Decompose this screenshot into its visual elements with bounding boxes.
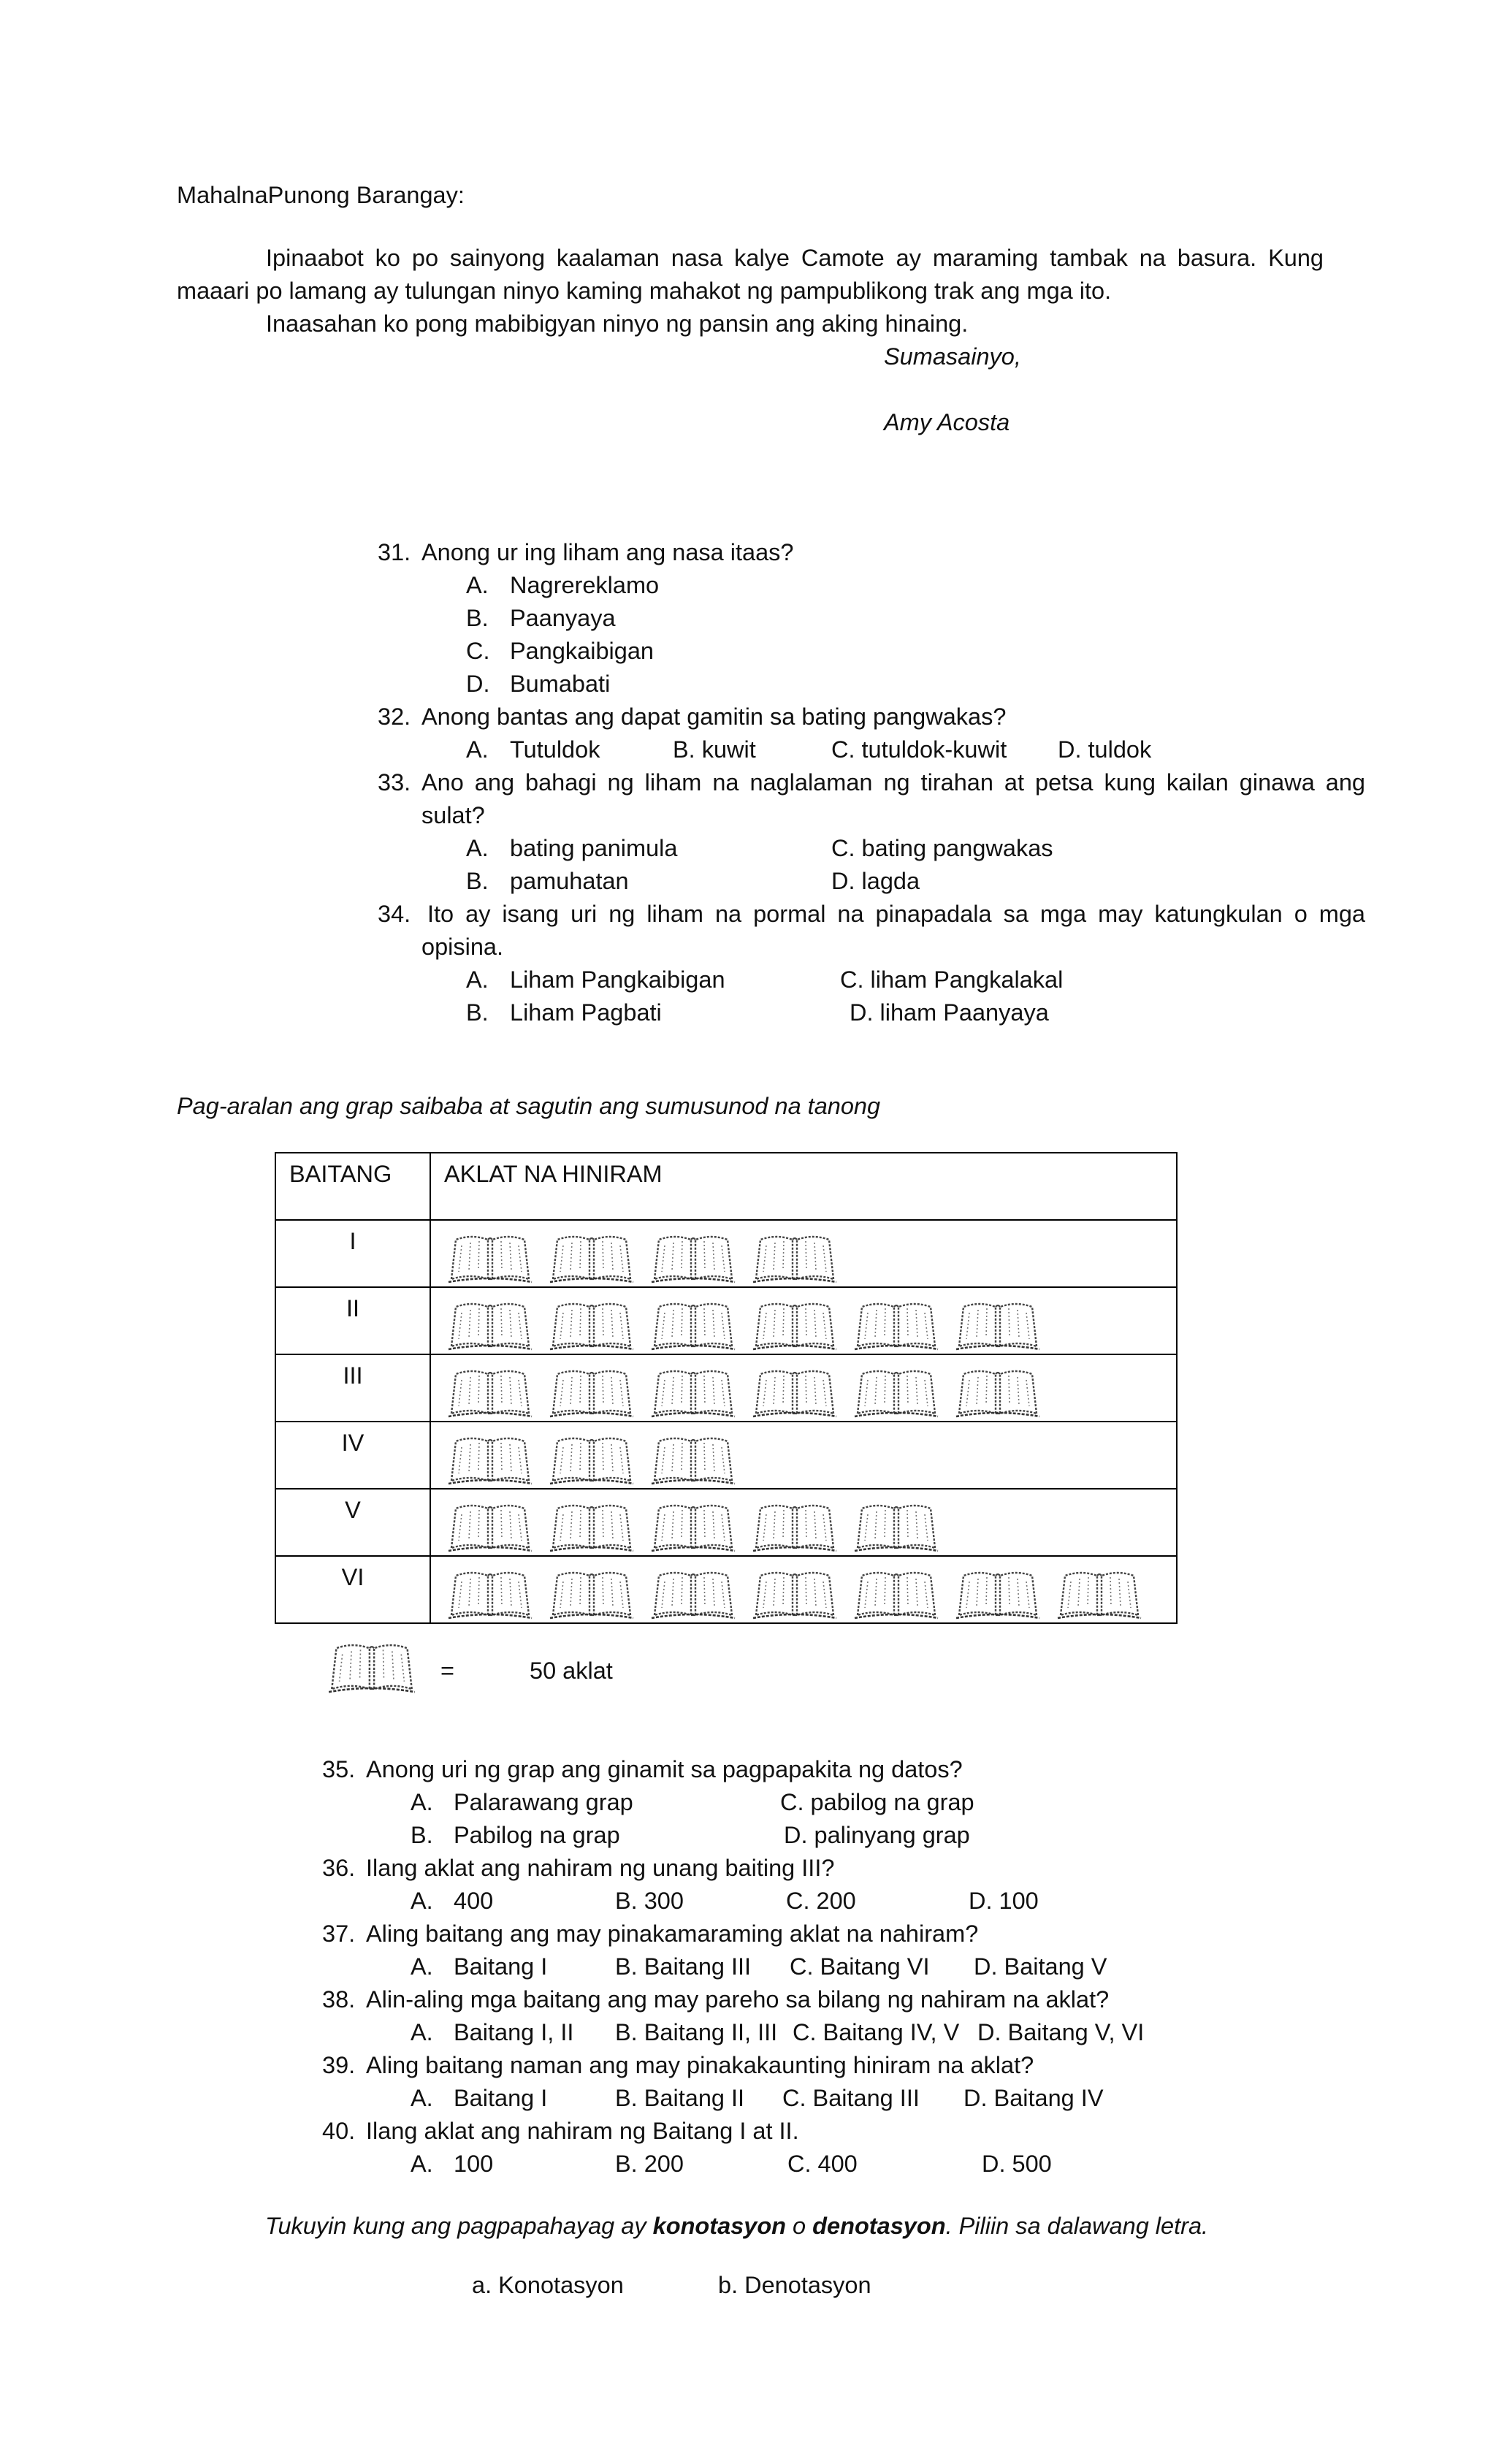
book-icon bbox=[446, 1497, 535, 1552]
book-icons bbox=[431, 1221, 1176, 1284]
book-icon bbox=[953, 1295, 1042, 1351]
book-icon bbox=[750, 1497, 839, 1552]
table-row bbox=[275, 1354, 1177, 1422]
book-icon bbox=[649, 1295, 738, 1351]
option-konotasyon: a. Konotasyon bbox=[472, 2272, 624, 2298]
book-icon bbox=[446, 1228, 535, 1284]
choice-text: C. bating pangwakas bbox=[831, 835, 1053, 861]
book-icon bbox=[547, 1564, 636, 1620]
final-instruction-part-2: o bbox=[786, 2213, 813, 2239]
table-header-row bbox=[275, 1153, 1177, 1220]
choice-letter: C. bbox=[466, 638, 490, 664]
choice-text: Baitang I bbox=[454, 1953, 548, 1980]
final-instruction bbox=[265, 2213, 1208, 2240]
choice-letter: A. bbox=[466, 966, 489, 993]
grade-label: V bbox=[345, 1497, 361, 1523]
final-instruction-part-3: . Piliin sa dalawang letra. bbox=[945, 2213, 1209, 2239]
choice-text: C. Baitang III bbox=[782, 2085, 920, 2111]
books-cell bbox=[430, 1354, 1177, 1422]
choice-letter: A. bbox=[466, 835, 489, 861]
choice-letter: A. bbox=[466, 572, 489, 598]
grade-cell bbox=[275, 1354, 430, 1422]
choice-text: C. Baitang IV, V bbox=[793, 2019, 960, 2045]
final-instruction-part-1: Tukuyin kung ang pagpapahayag ay bbox=[265, 2213, 653, 2239]
choice-letter: A. bbox=[411, 1888, 433, 1914]
choice-text: Liham Pangkaibigan bbox=[510, 966, 725, 993]
book-icons bbox=[431, 1490, 1176, 1552]
choice-text: C. liham Pangkalakal bbox=[840, 966, 1064, 993]
choice-text: Pabilog na grap bbox=[454, 1822, 620, 1848]
choice-letter: B. bbox=[466, 868, 489, 894]
book-icon bbox=[953, 1564, 1042, 1620]
choice-text: 400 bbox=[454, 1888, 494, 1914]
choice-text: D. Baitang V bbox=[974, 1953, 1107, 1980]
question-35-number: 35. bbox=[322, 1756, 356, 1782]
book-icon bbox=[446, 1362, 535, 1418]
grade-cell bbox=[275, 1422, 430, 1489]
choice-text: Baitang I, II bbox=[454, 2019, 574, 2045]
header-cell-baitang bbox=[275, 1153, 430, 1220]
choice-letter: D. bbox=[466, 671, 490, 697]
choice-letter: A. bbox=[466, 736, 489, 763]
question-33-text-line-2: sulat? bbox=[421, 802, 485, 828]
keyword-denotasyon: denotasyon bbox=[812, 2213, 946, 2239]
table-row bbox=[275, 1220, 1177, 1287]
grade-label: III bbox=[343, 1362, 363, 1389]
option-denotasyon: b. Denotasyon bbox=[718, 2272, 871, 2298]
question-31-number: 31. bbox=[378, 539, 411, 565]
legend-book-icon bbox=[326, 1635, 418, 1695]
grade-cell bbox=[275, 1556, 430, 1623]
pictograph-table bbox=[275, 1152, 1178, 1624]
choice-letter: A. bbox=[411, 1789, 433, 1815]
question-39-number: 39. bbox=[322, 2052, 356, 2078]
book-icon bbox=[649, 1564, 738, 1620]
letter-signature: Amy Acosta bbox=[884, 409, 1010, 435]
choice-text: Baitang I bbox=[454, 2085, 548, 2111]
choice-text: D. Baitang V, VI bbox=[977, 2019, 1145, 2045]
choice-text: bating panimula bbox=[510, 835, 678, 861]
book-icon bbox=[446, 1295, 535, 1351]
question-31-text: Anong ur ing liham ang nasa itaas? bbox=[421, 539, 794, 565]
question-34-text-line-1: Ito ay isang uri ng liham na pormal na pinapadala sa mga may katungkulan o mga bbox=[427, 901, 1365, 927]
book-icon bbox=[750, 1362, 839, 1418]
book-icons bbox=[431, 1288, 1176, 1351]
book-icon bbox=[446, 1564, 535, 1620]
book-icon bbox=[852, 1362, 941, 1418]
choice-text: Liham Pagbati bbox=[510, 999, 662, 1026]
choice-letter: A. bbox=[411, 2019, 433, 2045]
choice-text: Tutuldok bbox=[510, 736, 600, 763]
choice-text: D. 500 bbox=[982, 2151, 1052, 2177]
book-icon bbox=[649, 1497, 738, 1552]
book-icon bbox=[649, 1430, 738, 1485]
choice-text: D. Baitang IV bbox=[963, 2085, 1104, 2111]
book-icon bbox=[547, 1228, 636, 1284]
question-38-number: 38. bbox=[322, 1986, 356, 2013]
book-icons bbox=[431, 1355, 1176, 1418]
question-40-number: 40. bbox=[322, 2118, 356, 2144]
header-baitang: BAITANG bbox=[289, 1161, 392, 1187]
question-38-text: Alin-aling mga baitang ang may pareho sa bilang ng nahiram na aklat? bbox=[366, 1986, 1110, 2013]
choice-text: D. lagda bbox=[831, 868, 920, 894]
choice-text: B. 200 bbox=[615, 2151, 684, 2177]
question-35-text: Anong uri ng grap ang ginamit sa pagpapakita ng datos? bbox=[366, 1756, 963, 1782]
grade-cell bbox=[275, 1220, 430, 1287]
letter-body-line-3: Inaasahan ko pong mabibigyan ninyo ng pansin ang aking hinaing. bbox=[266, 310, 969, 337]
grade-label: VI bbox=[341, 1564, 365, 1590]
choice-letter: B. bbox=[466, 999, 489, 1026]
books-cell bbox=[430, 1220, 1177, 1287]
question-34-number: 34. bbox=[378, 901, 411, 927]
choice-text: C. tutuldok-kuwit bbox=[831, 736, 1007, 763]
book-icon bbox=[852, 1295, 941, 1351]
letter-body-line-1: Ipinaabot ko po sainyong kaalaman nasa kalye Camote ay maraming tambak na basura. Kung bbox=[266, 245, 1324, 271]
legend-value: 50 aklat bbox=[530, 1658, 613, 1684]
choice-text: pamuhatan bbox=[510, 868, 629, 894]
choice-text: 100 bbox=[454, 2151, 494, 2177]
books-cell bbox=[430, 1489, 1177, 1556]
book-icon bbox=[852, 1497, 941, 1552]
question-36-number: 36. bbox=[322, 1855, 356, 1881]
question-39-text: Aling baitang naman ang may pinakakaunting hiniram na aklat? bbox=[366, 2052, 1034, 2078]
choice-text: D. tuldok bbox=[1058, 736, 1152, 763]
choice-text: B. Baitang III bbox=[615, 1953, 752, 1980]
choice-text: Bumabati bbox=[510, 671, 611, 697]
book-icon bbox=[547, 1497, 636, 1552]
book-icon bbox=[649, 1362, 738, 1418]
choice-text: Paanyaya bbox=[510, 605, 616, 631]
choice-text: C. pabilog na grap bbox=[780, 1789, 974, 1815]
choice-text: D. liham Paanyaya bbox=[850, 999, 1049, 1026]
header-cell-aklat bbox=[430, 1153, 1177, 1220]
grade-cell bbox=[275, 1287, 430, 1354]
books-cell bbox=[430, 1556, 1177, 1623]
choice-text: B. Baitang II, III bbox=[615, 2019, 778, 2045]
choice-text: Pangkaibigan bbox=[510, 638, 654, 664]
choice-text: B. Baitang II bbox=[615, 2085, 745, 2111]
book-icon bbox=[446, 1430, 535, 1485]
choice-letter: A. bbox=[411, 1953, 433, 1980]
table-row bbox=[275, 1287, 1177, 1354]
choice-text: C. 400 bbox=[787, 2151, 858, 2177]
question-34-text-line-2: opisina. bbox=[421, 934, 504, 960]
book-icon bbox=[750, 1295, 839, 1351]
question-40-text: Ilang aklat ang nahiram ng Baitang I at II. bbox=[366, 2118, 799, 2144]
choice-text: Nagrereklamo bbox=[510, 572, 660, 598]
choice-letter: A. bbox=[411, 2151, 433, 2177]
keyword-konotasyon: konotasyon bbox=[652, 2213, 787, 2239]
letter-salutation: MahalnaPunong Barangay: bbox=[177, 182, 465, 208]
book-icon bbox=[547, 1362, 636, 1418]
book-icon bbox=[852, 1564, 941, 1620]
question-36-text: Ilang aklat ang nahiram ng unang baiting III? bbox=[366, 1855, 835, 1881]
letter-closing: Sumasainyo, bbox=[884, 343, 1021, 370]
question-37-text: Aling baitang ang may pinakamaraming aklat na nahiram? bbox=[366, 1921, 979, 1947]
choice-text: B. 300 bbox=[615, 1888, 684, 1914]
choice-text: B. kuwit bbox=[673, 736, 756, 763]
graph-instruction: Pag-aralan ang grap saibaba at sagutin ang sumusunod na tanong bbox=[177, 1093, 881, 1119]
book-icon bbox=[750, 1228, 839, 1284]
book-icon bbox=[750, 1564, 839, 1620]
choice-text: C. 200 bbox=[786, 1888, 856, 1914]
grade-cell bbox=[275, 1489, 430, 1556]
book-icon bbox=[547, 1295, 636, 1351]
question-32-number: 32. bbox=[378, 703, 411, 730]
header-aklat-na-hiniram: AKLAT NA HINIRAM bbox=[444, 1161, 663, 1187]
book-icon bbox=[547, 1430, 636, 1485]
question-37-number: 37. bbox=[322, 1921, 356, 1947]
book-icon bbox=[953, 1362, 1042, 1418]
choice-text: D. 100 bbox=[969, 1888, 1039, 1914]
question-33-text-line-1: Ano ang bahagi ng liham na naglalaman ng tirahan at petsa kung kailan ginawa ang bbox=[421, 769, 1365, 796]
grade-label: IV bbox=[341, 1430, 365, 1456]
book-icons bbox=[431, 1557, 1176, 1620]
question-32-text: Anong bantas ang dapat gamitin sa bating pangwakas? bbox=[421, 703, 1007, 730]
choice-letter: A. bbox=[411, 2085, 433, 2111]
question-33-number: 33. bbox=[378, 769, 411, 796]
book-icons bbox=[431, 1422, 1176, 1485]
grade-label: I bbox=[349, 1228, 356, 1254]
book-icon bbox=[1055, 1564, 1144, 1620]
grade-label: II bbox=[346, 1295, 360, 1321]
choice-text: C. Baitang VI bbox=[790, 1953, 930, 1980]
table-row bbox=[275, 1489, 1177, 1556]
choice-letter: B. bbox=[466, 605, 489, 631]
legend-equals: = bbox=[440, 1658, 454, 1684]
book-icon bbox=[649, 1228, 738, 1284]
table-row bbox=[275, 1556, 1177, 1623]
books-cell bbox=[430, 1422, 1177, 1489]
choice-text: Palarawang grap bbox=[454, 1789, 633, 1815]
letter-body-line-2: maaari po lamang ay tulungan ninyo kaming mahakot ng pampublikong trak ang mga ito. bbox=[177, 278, 1112, 304]
table-row bbox=[275, 1422, 1177, 1489]
books-cell bbox=[430, 1287, 1177, 1354]
choice-text: D. palinyang grap bbox=[784, 1822, 970, 1848]
choice-letter: B. bbox=[411, 1822, 433, 1848]
